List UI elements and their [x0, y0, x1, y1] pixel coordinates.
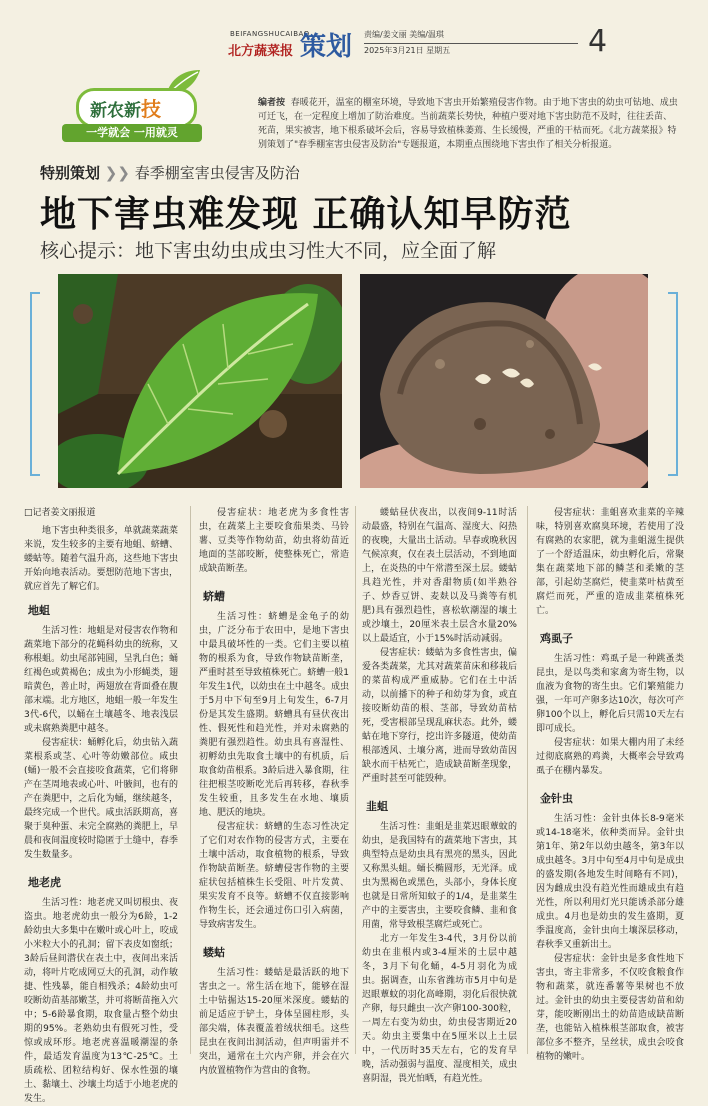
section-heading-dilaohu: 地老虎	[28, 876, 61, 889]
section-paragraph: 侵害症状：如果大棚内用了未经过彻底腐熟的鸡粪，大概率会导致鸡虱子在棚内暴发。	[536, 738, 684, 776]
column-divider	[355, 506, 356, 1054]
section-paragraph: 侵害症状：金针虫是多食性地下害虫，寄主非常多，不仅咬食粮食作物和蔬菜，就连番薯等果树也不放过。金针虫的幼虫主要侵害幼苗和幼芽，能咬断刚出土的幼苗造成缺苗断垄，也能钻入植株根茎部取食，被害部位多不整齐，呈丝状，成虫会咬食植物的嫩叶。	[536, 954, 684, 1062]
section-paragraph: 侵害症状：蛹孵化后，幼虫钻入蔬菜根系或茎、心叶等幼嫩部位。咸虫(蛹)一般不会直接咬食蔬菜，它们将卵产在茎周地表或心叶、叶腋间，也有的产在粪肥中，之后化为蛹，继续越冬，最终完成一个世代。咸虫活跃期高，喜聚于臭种蛋、未完全腐熟的粪肥上，早晨和夜间温度较时隐匿于土缝中，春季发生数量多。	[24, 738, 178, 860]
photo-leaf-damage	[58, 274, 342, 488]
section-paragraph: 北方一年发生3-4代，3月份以前幼虫在韭根内或3-4厘米的土层中越冬，3月下旬化蛹，4-5月羽化为成虫。据调查，山东省潍坊市5月中旬是迟眼蕈蚊的羽化高峰期，羽化后很快就产卵，每只雌虫一次产卵100-300粒，一周左右变为幼虫，幼虫侵害期近20天。幼虫主要集中在5厘米以上土层中，一代历时35天左右，它的发育早晚，活动强弱与温度、湿度相关，成虫喜阴湿，畏光怕晒，有趋光性。	[362, 934, 517, 1084]
section-paragraph: 侵害症状：蛴螬的生态习性决定了它们对农作物的侵害方式，主要在土壤中活动，取食植物的根系，导致作物缺苗断垄。蛴螬侵害作物的主要症状包括植株生长受阻、叶片发黄、果实发育不良等。蛴螬不仅直接影响作物生长，还会通过伤口引入病菌，导致病害发生。	[199, 822, 349, 930]
badge-title-text: 新农新	[90, 101, 141, 121]
photo-bracket-left	[30, 292, 40, 476]
double-chevron-icon: ❯❯	[100, 164, 135, 182]
column-divider	[527, 506, 528, 1054]
editors-line: 责编/姜文丽 美编/温琪	[364, 30, 444, 39]
photo-bracket-right	[668, 292, 678, 476]
section-paragraph: 侵害症状：蝼蛄为多食性害虫，偏爱各类蔬菜，尤其对蔬菜苗床和移栽后的菜苗构成严重威胁。它们在土中活动，以前播下的种子和幼芽为食，或直接咬断幼苗的根、茎部，导致幼苗枯死，受害根部呈现乱麻状态。此外，蝼蛄在地下穿行，挖出许多隧道，使幼苗根部透风、土壤分离，进而导致幼苗因缺水而干枯死亡，造成缺苗断垄现象，严重时甚至可能毁种。	[362, 648, 517, 784]
section-title: 策划	[300, 32, 353, 62]
editors-note-label: 编者按	[258, 98, 286, 108]
masthead-meta	[364, 30, 451, 57]
body-column-3	[362, 506, 517, 1086]
masthead-rule	[364, 43, 578, 44]
section-paragraph: 生活习性：蝼蛄是最活跃的地下害虫之一。常生活在地下，能够在湿土中钻掘达15-20厘米深度。蝼蛄的前足适应于铲土，身体呈圆柱形，头部尖端，体表覆盖着绒状细毛。这些昆虫在夜间出洞活动，但声明雷并不突出，通常在土穴内产卵，并会在穴内放置植物作为营由的食物。	[199, 968, 349, 1076]
section-heading-jishizi: 鸡虱子	[540, 632, 573, 645]
reporter-byline: □记者姜文丽报道	[24, 508, 96, 518]
subheadline: 核心提示：地下害虫幼虫成虫习性大不同，应全面了解	[40, 240, 497, 262]
badge-title-highlight: 技	[141, 97, 161, 121]
body-column-1	[24, 506, 178, 1106]
body-column-4	[536, 506, 684, 1064]
section-paragraph: 生活习性：韭蛆是韭菜迟眼蕈蚊的幼虫，是我国特有的蔬菜地下害虫，其典型特点是幼虫具有黑亮的黑头，因此又称黑头蛆。蛹长椭圆形，无光泽。成虫为黑褐色或黑色，头部小，身体长度也就是日常所知蚊子的1/4，是韭菜生产中的主要害虫，主要咬食鳞、韭和食用菌，常导致根茎腐烂或死亡。	[362, 822, 517, 930]
editors-note-text: 春暖花开，温室的棚室环境，导致地下害虫开始繁殖侵害作物。由于地下害虫的幼虫可钻地、成虫可迁飞，在一定程度上增加了防治难度。当前蔬菜长势快，种植户要对地下害虫防范不及时，往往丢苗、死苗，果实被害，地下根系破坏会后，容易导致植株萎蔫、生长缓慢，严重的干枯而死。《北方蔬菜报》特别策划了"春季棚室害虫侵害及防治"专题报道，本期重点围绕地下害虫作了相关分析报道。	[258, 98, 678, 150]
photo-grubs-in-soil	[360, 274, 648, 488]
column-divider	[190, 506, 191, 1054]
date-line: 2025年3月21日 星期五	[364, 46, 451, 55]
section-paragraph: 侵害症状：韭蛆喜欢韭菜的辛辣味，特别喜欢腐臭环境，若使用了没有腐熟的农家肥，就为韭蛆滋生提供了一个舒适温床，幼虫孵化后，常聚集在蔬菜地下部的鳞茎和柔嫩的茎部，引起幼茎腐烂，使韭菜叶枯黄至腐烂而死，严重的造成韭菜植株死亡。	[536, 508, 684, 616]
kicker	[40, 162, 300, 183]
editors-note	[258, 96, 678, 152]
article-lead: 地下害虫种类很多，单就蔬菜蔬菜来说，发生较多的主要有地蛆、蛴螬、蝼蛄等。随着气温升高，这些地下害虫开始向地表活动。要想防范地下害虫，就应首先了解它们。	[24, 526, 178, 592]
section-heading-jinzhenchong: 金针虫	[540, 792, 573, 805]
section-heading-dichu: 地蛆	[28, 604, 50, 617]
body-column-2	[199, 506, 349, 1078]
section-paragraph: 生活习性：地老虎又叫切根虫、夜盗虫。地老虎幼虫一般分为6龄，1-2龄幼虫大多集中在嫩叶或心叶上，咬成小米粒大小的孔洞；留下表皮如窗纸；3龄后昼间潜伏在表土中，夜间出来活动，将叶片吃成网豆大的孔洞，动作敏捷、性残暴，能自相残杀；4龄幼虫可咬断幼苗基部嫩茎，并可将断苗拖入穴中；5-6龄暴食期，取食量占整个幼虫期的95%。老熟幼虫有假死习性，受惊或成环形。地老虎喜温暖潮湿的条件，最适发育温度为13℃-25℃。土质疏松、团粒结构好、保水性强的壤土、黏壤土、沙壤土均适于小地老虎的发生。	[24, 898, 178, 1104]
headline: 地下害虫难发现 正确认知早防范	[40, 194, 572, 235]
section-paragraph: 生活习性：金针虫体长8-9毫米或14-18毫米，依种类而异。金针虫第1年、第2年以幼虫越冬，第3年以成虫越冬。3月中旬至4月中旬是成虫的盛发期(各地发生时间略有不同)，因为雌成虫没有趋光性而雄成虫有趋光性，所以利用灯光只能诱杀部分雄成虫。4月也是幼虫的发生盛期，夏季温度高，金针虫向土壤深层移动，春秋季又重新出土。	[536, 814, 684, 950]
column-badge	[62, 68, 210, 148]
section-paragraph: 蝼蛄昼伏夜出，以夜间9-11时活动最盛，特别在气温高、湿度大、闷热的夜晚，大量出土活动。早春或晚秋因气候凉爽，仅在表土层活动，不到地面上，在炎热的中午常潜至深土层。蝼蛄具趋光性，并对香甜物质(如半熟谷子、炒香豆饼、麦麸以及马粪等有机肥)具有强烈趋性，喜松软潮湿的壤土或沙壤土，20厘米表土层含水量20%以上最适宜，小于15%时活动减弱。	[362, 508, 517, 644]
section-heading-qicao: 蛴螬	[203, 590, 225, 603]
kicker-label: 特别策划	[40, 164, 101, 182]
section-heading-jiuqu: 韭蛆	[366, 800, 388, 813]
page-number: 4	[588, 24, 608, 59]
kicker-topic: 春季棚室害虫侵害及防治	[134, 164, 300, 182]
section-paragraph: 生活习性：鸡虱子是一种跳蚤类昆虫，是以鸟类和家禽为寄生物，以血液为食物的寄生虫。它们繁殖能力强，一年可产卵多达10次，每次可产卵100个以上，孵化后只需10天左右即可成长。	[536, 654, 684, 734]
newspaper-logo: 北方蔬菜报	[228, 44, 294, 59]
section-heading-lougu: 蝼蛄	[203, 946, 225, 959]
section-paragraph: 侵害症状：地老虎为多食性害虫，在蔬菜上主要咬食茄果类、马铃薯、豆类等作物幼苗，幼虫将幼苗近地面的茎部咬断，使整株死亡，常造成缺苗断垄。	[199, 508, 349, 574]
badge-slogan: 一学就会 一用就灵	[62, 124, 202, 142]
section-paragraph: 生活习性：蛴螬是金龟子的幼虫，广泛分布于农田中，是地下害虫中最具破坏性的一类。它们主要以植物的根系为食，导致作物缺苗断垄，严重时甚至导致植株死亡。蛴螬一般1年发生1代，以幼虫在土中越冬。成虫于5月中下旬至9月上旬发生，6-7月份是其发生盛期。蛴螬具有昼伏夜出性、假死性和趋光性，并对未腐熟的粪肥有强烈趋性。幼虫具有喜湿性、初孵幼虫先取食土壤中的有机质，后取食幼苗根系。3龄后进入暴食期，往往把根茎咬断吃光后再转移，春秋季发生较重，且多发生在水地、壤质地、肥沃的地块。	[199, 612, 349, 818]
section-paragraph: 生活习性：地蛆是对侵害农作物和蔬菜地下部分的花蝇科幼虫的统称，又称根蛆。幼虫尾部钝圆，呈乳白色；蛹红褐色或黄褐色；成虫为小形蝇类，翅暗黄色，善止时，两翅放在背面叠在腹部末端。北方地区，地蛆一般一年发生3代-6代，以蛹在土壤越冬、地表浅层或未腐熟粪肥中越冬。	[24, 626, 178, 734]
masthead-pinyin: BEIFANGSHUCAIBAO	[230, 30, 310, 38]
badge-title	[90, 93, 161, 122]
